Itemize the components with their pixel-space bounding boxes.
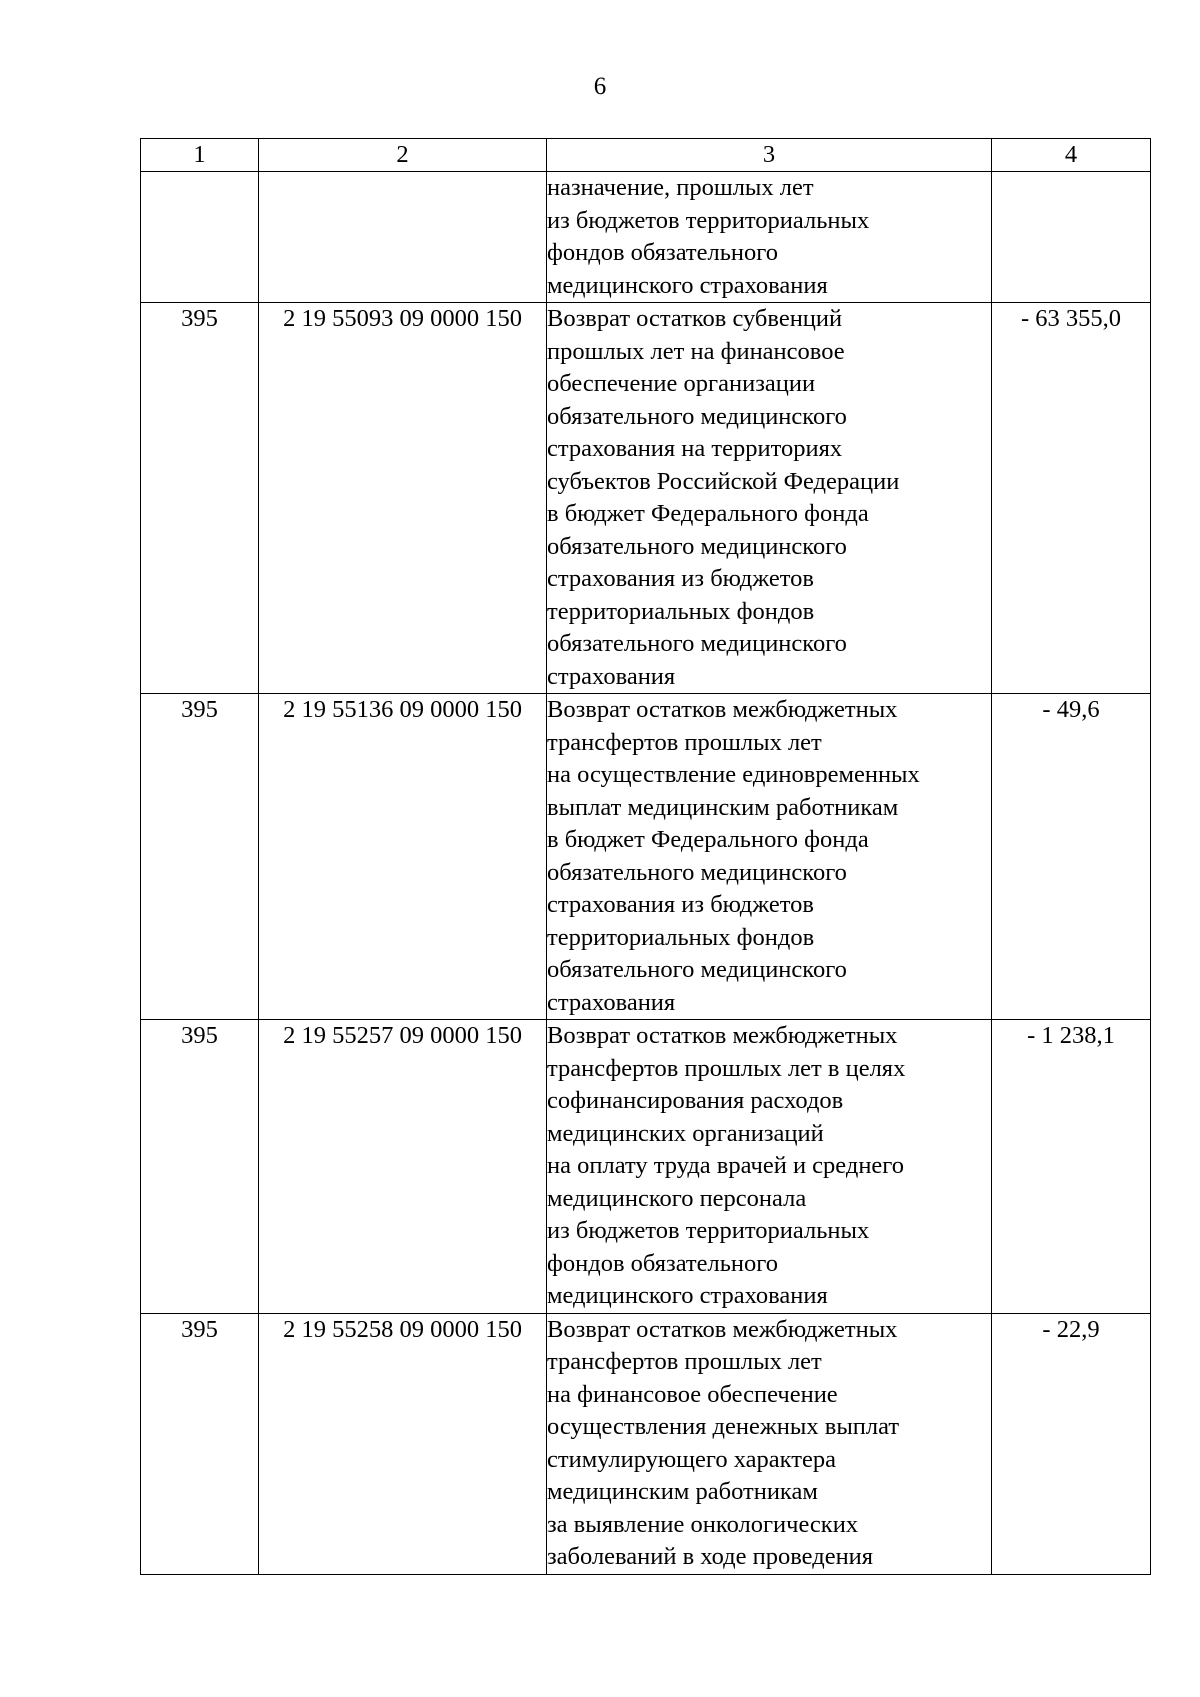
description-line: стимулирующего характера (547, 1445, 836, 1473)
description-line: фондов обязательного (547, 1249, 778, 1277)
description-line: страхования (547, 662, 676, 690)
description-line: в бюджет Федерального фонда (547, 500, 869, 527)
description-line: на осуществление единовременных (547, 761, 920, 788)
row-code: 2 19 55258 09 0000 150 (259, 1313, 547, 1574)
row-code: 2 19 55257 09 0000 150 (259, 1020, 547, 1314)
row-amount: - 49,6 (992, 694, 1151, 1020)
description-line: Возврат остатков субвенций (547, 305, 843, 332)
row-description (547, 172, 992, 303)
description-line: медицинских организаций (547, 1119, 824, 1147)
description-line: заболеваний в ходе проведения (547, 1543, 874, 1570)
header-col-4: 4 (992, 139, 1151, 172)
page-number: 6 (593, 73, 607, 100)
description-line: из бюджетов территориальных (547, 1217, 870, 1244)
row-description (547, 1313, 992, 1574)
row-col-1: 395 (141, 1020, 259, 1314)
description-line: Возврат остатков межбюджетных (547, 1315, 898, 1343)
row-description (547, 694, 992, 1020)
description-line: обязательного медицинского (547, 858, 847, 886)
table-row (141, 1313, 1151, 1574)
description-line: фондов обязательного (547, 239, 778, 266)
description-line: прошлых лет на финансовое (547, 337, 845, 365)
header-col-2: 2 (259, 139, 547, 172)
description-line: трансфертов прошлых лет (547, 728, 822, 756)
description-line: территориальных фондов (547, 923, 815, 951)
table-row (141, 1020, 1151, 1314)
row-amount: - 1 238,1 (992, 1020, 1151, 1314)
row-description (547, 1020, 992, 1314)
row-col-1 (141, 172, 259, 303)
description-line: на финансовое обеспечение (547, 1380, 838, 1408)
description-line: за выявление онкологических (547, 1510, 859, 1538)
row-code: 2 19 55136 09 0000 150 (259, 694, 547, 1020)
description-line: софинансирования расходов (547, 1087, 844, 1114)
description-line: обеспечение организации (547, 370, 816, 397)
table-row (141, 694, 1151, 1020)
description-line: из бюджетов территориальных (547, 206, 870, 234)
header-col-1: 1 (141, 139, 259, 172)
row-amount: - 63 355,0 (992, 303, 1151, 694)
budget-table (140, 138, 1151, 1575)
row-code: 2 19 55093 09 0000 150 (259, 303, 547, 694)
table-row (141, 303, 1151, 694)
description-line: страхования из бюджетов (547, 565, 814, 592)
description-line: обязательного медицинского (547, 956, 847, 983)
description-line: медицинского персонала (547, 1184, 807, 1212)
description-line: на оплату труда врачей и среднего (547, 1152, 904, 1179)
description-line: назначение, прошлых лет (547, 174, 814, 201)
description-line: Возврат остатков межбюджетных (547, 696, 898, 723)
table-row (141, 172, 1151, 303)
description-line: в бюджет Федерального фонда (547, 826, 869, 853)
description-line: страхования на территориях (547, 435, 843, 462)
description-line: медицинского страхования (547, 271, 828, 299)
description-line: страхования (547, 988, 676, 1016)
table-header-row (141, 139, 1151, 172)
description-line: медицинским работникам (547, 1478, 818, 1505)
description-line: выплат медицинским работникам (547, 793, 899, 821)
description-line: Возврат остатков межбюджетных (547, 1022, 898, 1049)
row-amount (992, 172, 1151, 303)
description-line: обязательного медицинского (547, 402, 847, 430)
description-line: трансфертов прошлых лет (547, 1348, 822, 1375)
description-line: субъектов Российской Федерации (547, 467, 900, 495)
description-line: медицинского страхования (547, 1282, 828, 1309)
description-line: территориальных фондов (547, 597, 815, 625)
header-col-3: 3 (547, 139, 992, 172)
row-code (259, 172, 547, 303)
row-amount: - 22,9 (992, 1313, 1151, 1574)
row-col-1: 395 (141, 694, 259, 1020)
description-line: трансфертов прошлых лет в целях (547, 1054, 906, 1082)
description-line: обязательного медицинского (547, 532, 847, 560)
description-line: осуществления денежных выплат (547, 1413, 900, 1440)
description-line: обязательного медицинского (547, 630, 847, 657)
description-line: страхования из бюджетов (547, 891, 814, 918)
row-col-1: 395 (141, 303, 259, 694)
row-col-1: 395 (141, 1313, 259, 1574)
row-description (547, 303, 992, 694)
